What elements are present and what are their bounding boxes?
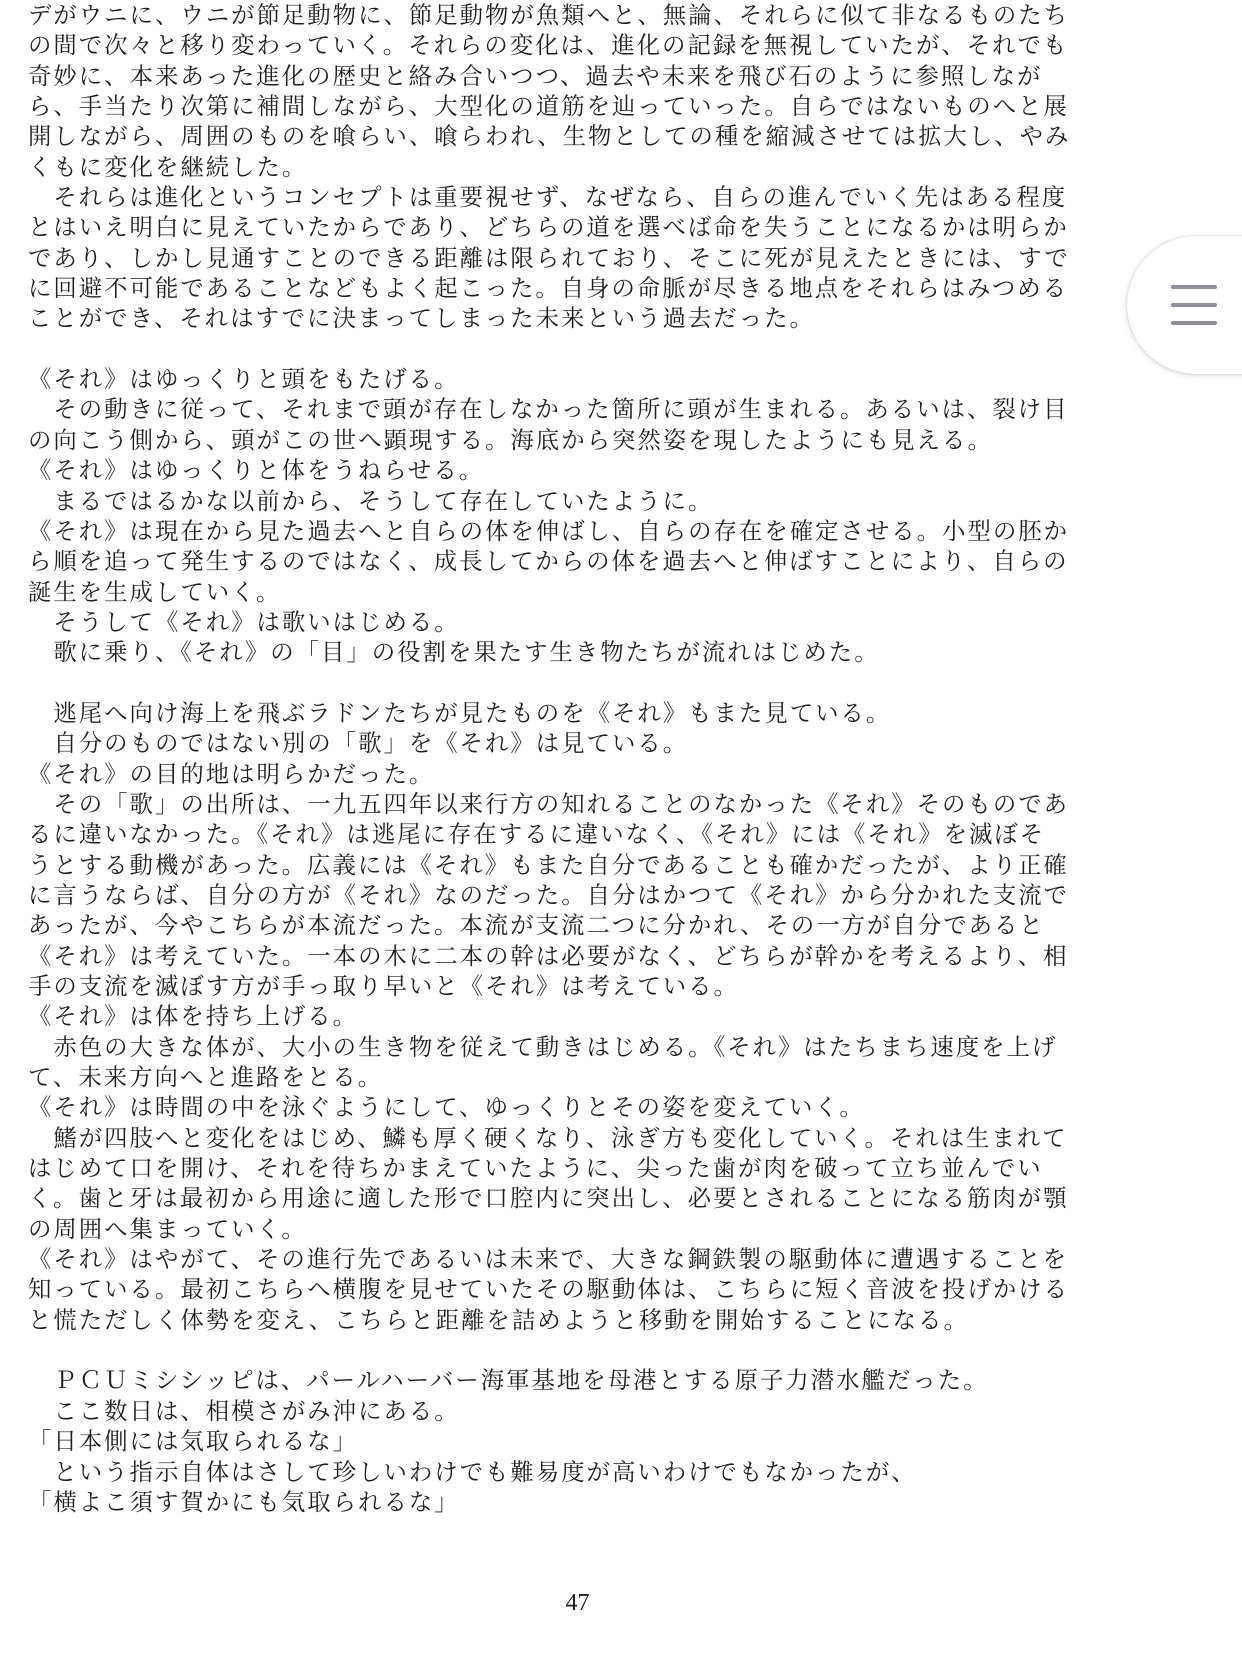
- menu-icon-bar: [1171, 321, 1217, 325]
- text-line: デがウニに、ウニが節足動物に、節足動物が魚類へと、無論、それらに似て非なるものたち: [28, 1, 1070, 29]
- text-line: 開しながら、周囲のものを喰らい、喰らわれ、生物としての種を縮減させては拡大し、やみ: [28, 122, 1071, 151]
- text-line: に言うならば、自分の方が《それ》なのだった。自分はかつて《それ》から分かれた支流で: [28, 880, 1070, 909]
- menu-icon-bar: [1171, 285, 1217, 289]
- text-line: 誕生を生成していく。: [28, 577, 282, 606]
- text-line: まるではるかな以前から、そうして存在していたように。: [28, 486, 714, 515]
- text-line: 鰭が四肢へと変化をはじめ、鱗も厚く硬くなり、泳ぎ方も変化していく。それは生まれて: [28, 1123, 1068, 1152]
- text-line: 《それ》はやがて、その進行先であるいは未来で、大きな鋼鉄製の駆動体に遭遇することを: [28, 1245, 1069, 1274]
- text-line: く。歯と牙は最初から用途に適した形で口腔内に突出し、必要とされることになる筋肉が顎: [28, 1184, 1069, 1213]
- page-number: 47: [565, 1590, 590, 1616]
- menu-icon-bar: [1171, 303, 1217, 307]
- text-line: と慌ただしく体勢を変え、こちらと距離を詰めようと移動を開始することになる。: [28, 1305, 969, 1334]
- text-line: ら順を追って発生するのではなく、成長してからの体を過去へと伸ばすことにより、自らの: [28, 547, 1069, 576]
- text-line: 知っている。最初こちらへ横腹を見せていたその駆動体は、こちらに短く音波を投げかける: [28, 1275, 1070, 1304]
- text-line: の向こう側から、頭がこの世へ顕現する。海底から突然姿を現したようにも見える。: [28, 425, 993, 454]
- text-line: 赤色の大きな体が、大小の生き物を従えて動きはじめる。《それ》はたちまち速度を上げ: [28, 1032, 1058, 1061]
- text-line: 《それ》は現在から見た過去へと自らの体を伸ばし、自らの存在を確定させる。小型の胚か: [28, 516, 1070, 545]
- text-line: に回避不可能であることなどもよく起こった。自身の命脈が尽きる地点をそれらはみつめる: [28, 274, 1069, 303]
- text-line: 逃尾へ向け海上を飛ぶラドンたちが見たものを《それ》もまた見ている。: [28, 698, 892, 727]
- blank-line: [28, 334, 1123, 364]
- page-body-text: [28, 0, 1123, 1517]
- text-line: それらは進化というコンセプトは重要視せず、なぜなら、自らの進んでいく先はある程度: [28, 183, 1068, 212]
- menu-button[interactable]: [1127, 236, 1242, 374]
- text-line: て、未来方向へと進路をとる。: [28, 1063, 383, 1092]
- text-line: あったが、今やこちらが本流だった。本流が支流二つに分かれ、その一方が自分であると: [28, 911, 1045, 940]
- text-line: はじめて口を開け、それを待ちかまえていたように、尖った歯が肉を破って立ち並んでい: [28, 1154, 1043, 1183]
- text-line: ことができ、それはすでに決まってしまった未来という過去だった。: [28, 304, 815, 333]
- text-line: 奇妙に、本来あった進化の歴史と絡み合いつつ、過去や未来を飛び石のように参照しなが: [28, 61, 1043, 90]
- text-line: 《それ》はゆっくりと体をうねらせる。: [28, 456, 485, 485]
- blank-line: [28, 668, 1123, 698]
- text-line: の周囲へ集まっていく。: [28, 1214, 307, 1243]
- text-line: その「歌」の出所は、一九五四年以来行方の知れることのなかった《それ》そのものであ: [28, 789, 1070, 818]
- text-line: ここ数日は、相模さがみ沖にある。: [28, 1396, 460, 1425]
- text-line: 「日本側には気取られるな」: [28, 1427, 359, 1456]
- text-line: くもに変化を継続した。: [28, 152, 308, 181]
- text-line: 手の支流を滅ぼす方が手っ取り早いと《それ》は考えている。: [28, 972, 739, 1000]
- text-line: 《それ》は考えていた。一本の木に二本の幹は必要がなく、どちらが幹かを考えるより、相: [28, 941, 1069, 970]
- text-line: 《それ》はゆっくりと頭をもたげる。: [28, 365, 460, 394]
- text-line: ら、手当たり次第に補間しながら、大型化の道筋を辿っていった。自らではないものへと展: [28, 92, 1069, 121]
- text-line: 《それ》は体を持ち上げる。: [28, 1002, 359, 1031]
- blank-line: [28, 1335, 1123, 1365]
- text-line: 《それ》は時間の中を泳ぐようにして、ゆっくりとその姿を変えていく。: [28, 1093, 865, 1122]
- text-line: 《それ》の目的地は明らかだった。: [28, 759, 435, 788]
- text-line: そうして《それ》は歌いはじめる。: [28, 607, 460, 636]
- text-line: るに違いなかった。《それ》は逃尾に存在するに違いなく、《それ》には《それ》を滅ぼそ: [28, 820, 1046, 849]
- text-line: ＰＣＵミシシッピは、パールハーバー海軍基地を母港とする原子力潜水艦だった。: [28, 1366, 989, 1395]
- text-line: うとする動機があった。広義には《それ》もまた自分であることも確かだったが、より正確: [28, 850, 1069, 879]
- text-line: その動きに従って、それまで頭が存在しなかった箇所に頭が生まれる。あるいは、裂け目: [28, 395, 1069, 424]
- text-line: 自分のものではない別の「歌」を《それ》は見ている。: [28, 729, 689, 758]
- text-line: という指示自体はさして珍しいわけでも難易度が高いわけでもなかったが、: [28, 1457, 917, 1486]
- text-line: 「横よこ須す賀かにも気取られるな」: [28, 1487, 460, 1516]
- text-line: の間で次々と移り変わっていく。それらの変化は、進化の記録を無視していたが、それでも: [28, 31, 1069, 60]
- text-line: とはいえ明白に見えていたからであり、どちらの道を選べば命を失うことになるかは明らか: [28, 213, 1069, 242]
- text-line: 歌に乗り、《それ》の「目」の役割を果たす生き物たちが流れはじめた。: [28, 638, 880, 667]
- text-line: であり、しかし見通すことのできる距離は限られており、そこに死が見えたときには、すで: [28, 243, 1070, 272]
